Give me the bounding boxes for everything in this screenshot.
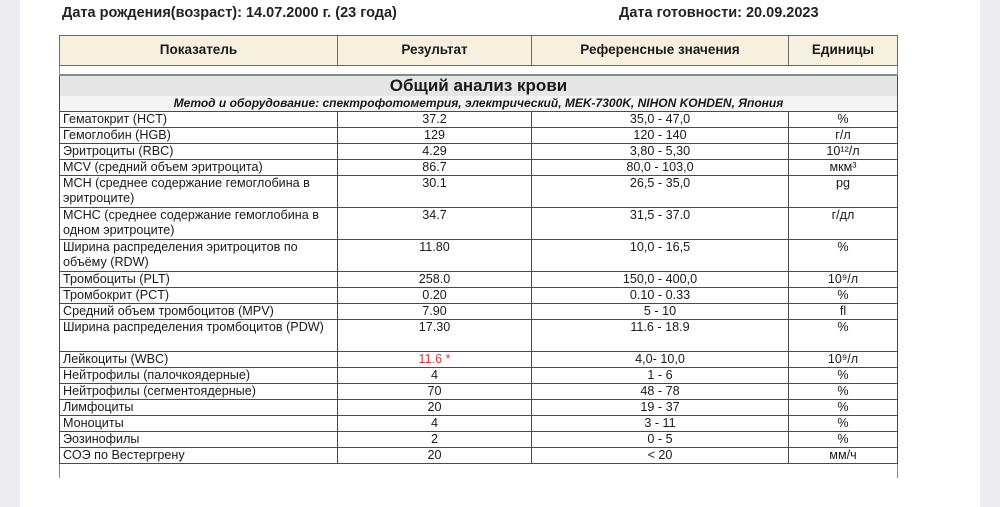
method-text: Метод и оборудование: спектрофотометрия, электрический, MEK-7300K, NIHON KOHDEN, Япония — [60, 96, 898, 112]
unit: мм/ч — [789, 448, 898, 464]
indicator-name: Тромбокрит (PCT) — [60, 288, 338, 304]
reference-range: 5 - 10 — [532, 304, 789, 320]
unit: % — [789, 240, 898, 272]
result-value: 4 — [338, 416, 532, 432]
unit: % — [789, 400, 898, 416]
result-value: 30.1 — [338, 176, 532, 208]
table-row — [60, 272, 898, 288]
reference-range: 3 - 11 — [532, 416, 789, 432]
trailer-row — [60, 464, 898, 479]
column-header-reference: Референсные значения — [532, 36, 789, 66]
reference-range: 19 - 37 — [532, 400, 789, 416]
reference-range: 0 - 5 — [532, 432, 789, 448]
unit: 10¹²/л — [789, 144, 898, 160]
indicator-name: Эозинофилы — [60, 432, 338, 448]
unit: % — [789, 368, 898, 384]
indicator-name: Лимфоциты — [60, 400, 338, 416]
reference-range: 1 - 6 — [532, 368, 789, 384]
table-row — [60, 416, 898, 432]
reference-range: 11.6 - 18.9 — [532, 320, 789, 352]
reference-range: 4,0- 10,0 — [532, 352, 789, 368]
indicator-name: MCH (среднее содержание гемоглобина в эритроците) — [60, 176, 338, 208]
table-row — [60, 368, 898, 384]
reference-range: 120 - 140 — [532, 128, 789, 144]
spacer-cell — [60, 66, 898, 76]
reference-range: < 20 — [532, 448, 789, 464]
spacer-row — [60, 66, 898, 76]
indicator-name: Гемоглобин (HGB) — [60, 128, 338, 144]
result-value: 86.7 — [338, 160, 532, 176]
result-value: 258.0 — [338, 272, 532, 288]
table-row — [60, 400, 898, 416]
result-value: 37.2 — [338, 112, 532, 128]
table-row — [60, 240, 898, 272]
result-value: 4.29 — [338, 144, 532, 160]
report-page — [20, 0, 980, 507]
table-header-row — [60, 36, 898, 66]
unit: % — [789, 416, 898, 432]
indicator-name: MCHC (среднее содержание гемоглобина в одном эритроците) — [60, 208, 338, 240]
reference-range: 0.10 - 0.33 — [532, 288, 789, 304]
table-row — [60, 320, 898, 352]
reference-range: 26,5 - 35,0 — [532, 176, 789, 208]
indicator-name: Тромбоциты (PLT) — [60, 272, 338, 288]
table-row — [60, 432, 898, 448]
table-row — [60, 448, 898, 464]
indicator-name: Нейтрофилы (палочкоядерные) — [60, 368, 338, 384]
unit: г/дл — [789, 208, 898, 240]
ready-date-label: Дата готовности: 20.09.2023 — [619, 5, 819, 21]
result-value: 34.7 — [338, 208, 532, 240]
unit: pg — [789, 176, 898, 208]
result-value: 17.30 — [338, 320, 532, 352]
unit: мкм³ — [789, 160, 898, 176]
table-row — [60, 112, 898, 128]
results-table — [59, 35, 898, 478]
unit: % — [789, 288, 898, 304]
indicator-name: Гематокрит (HCT) — [60, 112, 338, 128]
result-value: 7.90 — [338, 304, 532, 320]
table-row — [60, 176, 898, 208]
unit: г/л — [789, 128, 898, 144]
result-value: 4 — [338, 368, 532, 384]
trailer-cell — [60, 464, 898, 479]
indicator-name: СОЭ по Вестергрену — [60, 448, 338, 464]
unit: 10⁹/л — [789, 272, 898, 288]
reference-range: 35,0 - 47,0 — [532, 112, 789, 128]
indicator-name: Средний объем тромбоцитов (MPV) — [60, 304, 338, 320]
column-header-units: Единицы — [789, 36, 898, 66]
table-row — [60, 160, 898, 176]
result-value: 2 — [338, 432, 532, 448]
table-row — [60, 304, 898, 320]
result-value: 70 — [338, 384, 532, 400]
table-row — [60, 208, 898, 240]
unit: % — [789, 432, 898, 448]
column-header-result: Результат — [338, 36, 532, 66]
method-row — [60, 96, 898, 112]
table-row — [60, 128, 898, 144]
reference-range: 150,0 - 400,0 — [532, 272, 789, 288]
table-row — [60, 384, 898, 400]
result-value: 129 — [338, 128, 532, 144]
indicator-name: Лейкоциты (WBC) — [60, 352, 338, 368]
column-header-indicator: Показатель — [60, 36, 338, 66]
indicator-name: MCV (средний объем эритроцита) — [60, 160, 338, 176]
unit: 10⁹/л — [789, 352, 898, 368]
result-value: 0.20 — [338, 288, 532, 304]
reference-range: 10,0 - 16,5 — [532, 240, 789, 272]
result-value: 11.80 — [338, 240, 532, 272]
unit: % — [789, 320, 898, 352]
indicator-name: Нейтрофилы (сегментоядерные) — [60, 384, 338, 400]
birth-date-label: Дата рождения(возраст): 14.07.2000 г. (23 года) — [62, 5, 397, 21]
table-row — [60, 144, 898, 160]
reference-range: 3,80 - 5,30 — [532, 144, 789, 160]
result-value: 20 — [338, 448, 532, 464]
indicator-name: Ширина распределения эритроцитов по объёму (RDW) — [60, 240, 338, 272]
reference-range: 80,0 - 103,0 — [532, 160, 789, 176]
indicator-name: Моноциты — [60, 416, 338, 432]
reference-range: 48 - 78 — [532, 384, 789, 400]
table-row — [60, 288, 898, 304]
reference-range: 31,5 - 37.0 — [532, 208, 789, 240]
unit: fl — [789, 304, 898, 320]
section-title: Общий анализ крови — [60, 75, 898, 96]
indicator-name: Эритроциты (RBC) — [60, 144, 338, 160]
table-row — [60, 352, 898, 368]
result-value-abnormal: 11.6 * — [338, 352, 532, 368]
section-title-row — [60, 75, 898, 96]
indicator-name: Ширина распределения тромбоцитов (PDW) — [60, 320, 338, 352]
unit: % — [789, 112, 898, 128]
result-value: 20 — [338, 400, 532, 416]
unit: % — [789, 384, 898, 400]
